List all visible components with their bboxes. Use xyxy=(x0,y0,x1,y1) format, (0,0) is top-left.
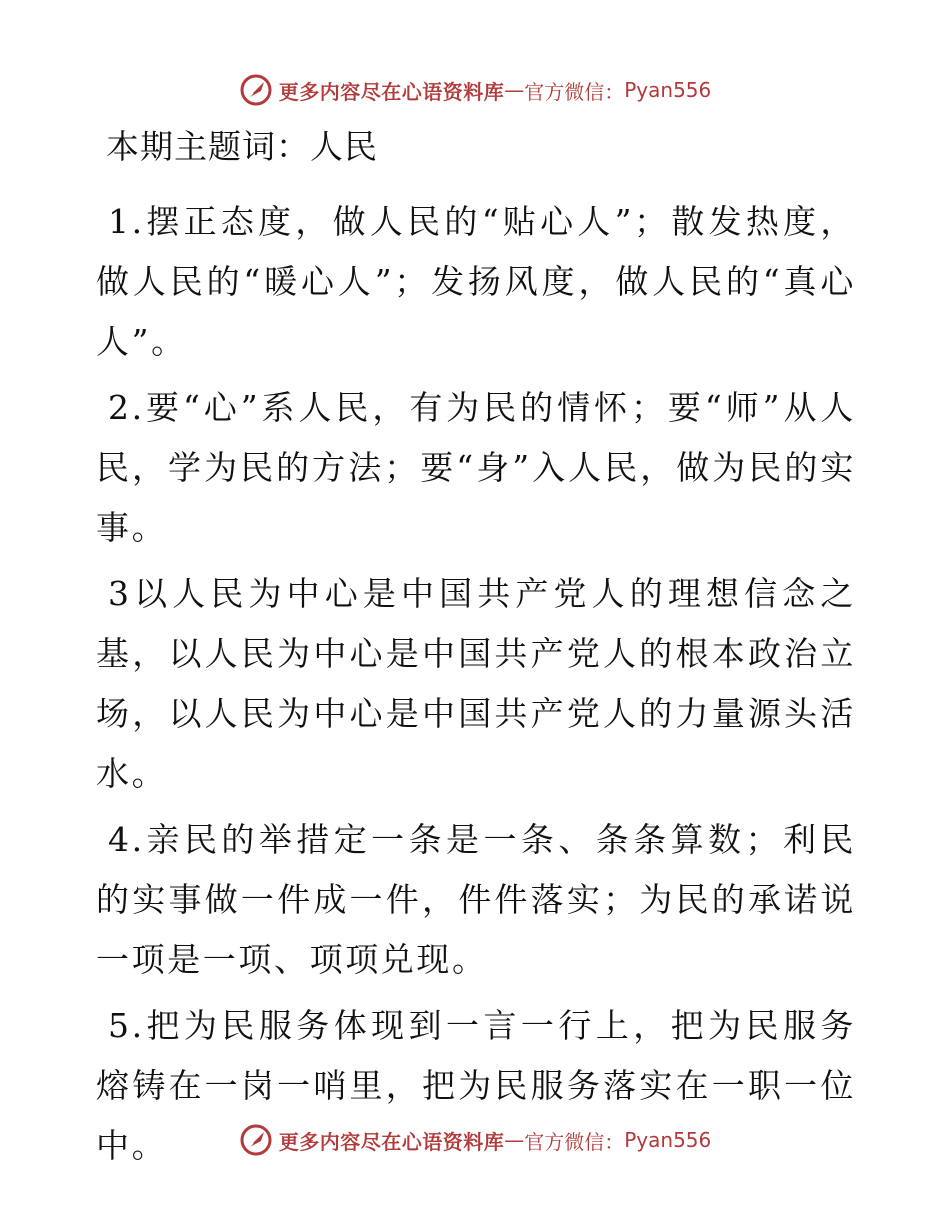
footer-watermark xyxy=(0,1120,950,1160)
watermark-wechat-id: Pyan556 xyxy=(624,1128,712,1152)
watermark-official: 官方微信： xyxy=(524,1129,625,1154)
watermark-brand: 更多内容尽在心语资料库 xyxy=(278,79,505,104)
header-watermark xyxy=(0,70,950,110)
document-body xyxy=(96,122,856,1182)
paragraph-3: 3以人民为中心是中国共产党人的理想信念之基，以人民为中心是中国共产党人的根本政治立场，以人民为中心是中国共产党人的力量源头活水。 xyxy=(96,574,856,793)
paragraph-5: 5.把为民服务体现到一言一行上，把为民服务熔铸在一岗一哨里，把为民服务落实在一职一位中。 xyxy=(96,1006,856,1165)
paragraph-1: 1.摆正态度，做人民的“贴心人”；散发热度，做人民的“暖心人”；发扬风度，做人民的“真心人”。 xyxy=(96,202,856,361)
watermark-brand: 更多内容尽在心语资料库 xyxy=(278,1129,505,1154)
quill-logo-icon xyxy=(239,73,273,107)
quill-logo-icon xyxy=(239,1123,273,1157)
paragraph-4: 4.亲民的举措定一条是一条、条条算数；利民的实事做一件成一件，件件落实；为民的承诺说一项是一项、项项兑现。 xyxy=(96,820,856,979)
paragraph-2: 2.要“心”系人民，有为民的情怀；要“师”从人民，学为民的方法；要“身”入人民，做为民的实事。 xyxy=(96,388,856,547)
watermark-wechat-id: Pyan556 xyxy=(624,78,712,102)
watermark-dash: — xyxy=(504,78,525,102)
topic-heading: 本期主题词：人民 xyxy=(106,127,378,166)
watermark-official: 官方微信： xyxy=(524,79,625,104)
watermark-dash: — xyxy=(504,1128,525,1152)
